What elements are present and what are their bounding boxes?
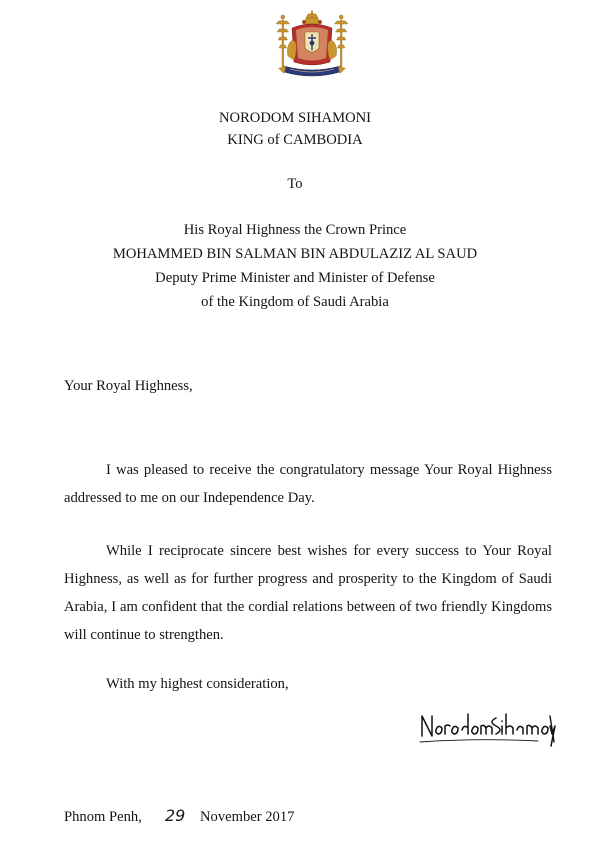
sender-title: KING of CAMBODIA [227,132,363,148]
royal-crest-icon [270,8,354,82]
to-label: To [287,176,303,192]
sender-name: NORODOM SIHAMONI [218,110,372,126]
salutation: Your Royal Highness, [64,378,193,394]
paragraph-1: I was pleased to receive the congratulatory message Your Royal Highness addressed to me on our Independence Day. [64,462,552,506]
recipient-line-4: of the Kingdom of Saudi Arabia [201,294,389,310]
date-month-year: November 2017 [200,809,295,825]
place-label: Phnom Penh, [64,809,142,825]
signature-icon [418,706,558,750]
recipient-line-3: Deputy Prime Minister and Minister of Defense [155,270,435,286]
recipient-line-1: His Royal Highness the Crown Prince [183,222,407,238]
recipient-line-2: MOHAMMED BIN SALMAN BIN ABDULAZIZ AL SAUD [112,246,478,262]
date-day-handwritten: 29 [165,806,186,825]
closing-line: With my highest consideration, [106,676,289,692]
paragraph-2: While I reciprocate sincere best wishes for every success to Your Royal Highness, as well as for further progress and prosperity to the Kingdom of Saudi Arabia, I am confident that the cordial relations between of two friendly Kingdoms will continue to strengthen. [64,543,552,643]
